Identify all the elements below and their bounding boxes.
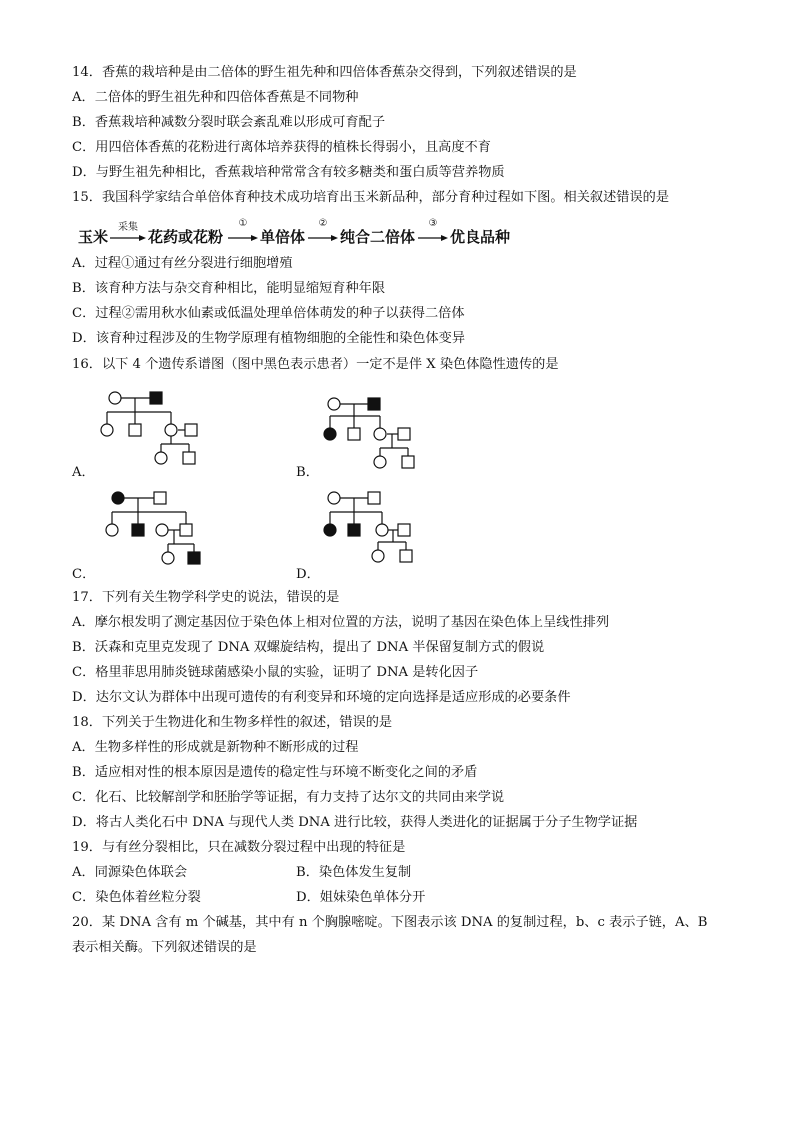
q19-option-a: A．同源染色体联会	[72, 865, 188, 880]
q16-option-c: C．	[72, 567, 96, 582]
pedigree-affected-female	[324, 428, 336, 440]
flow-arrow-label: 采集	[118, 222, 138, 233]
flow-arrow-1	[228, 220, 258, 248]
pedigree-female	[155, 452, 167, 464]
breeding-flow-diagram	[78, 220, 638, 250]
pedigree-male	[154, 492, 166, 504]
pedigree-female	[165, 424, 177, 436]
pedigree-male	[185, 424, 197, 436]
q17-stem: 17．下列有关生物学科学史的说法，错误的是	[72, 590, 340, 605]
q19-option-d: D．姐妹染色单体分开	[296, 890, 426, 905]
q16-option-b: B．	[296, 465, 319, 480]
pedigree-d	[318, 488, 428, 572]
flow-arrow-3	[418, 220, 448, 248]
q14-stem: 14．香蕉的栽培种是由二倍体的野生祖先种和四倍体香蕉杂交得到，下列叙述错误的是	[72, 65, 577, 80]
pedigree-affected-male	[348, 524, 360, 536]
flow-step-haploid: 单倍体	[260, 228, 306, 246]
pedigree-affected-male	[150, 392, 162, 404]
q15-option-c: C．过程②需用秋水仙素或低温处理单倍体萌发的种子以获得二倍体	[72, 306, 465, 321]
pedigree-female	[109, 392, 121, 404]
pedigree-female	[162, 552, 174, 564]
pedigree-male	[368, 492, 380, 504]
pedigree-c	[96, 488, 216, 572]
q20-stem-line-2: 表示相关酶。下列叙述错误的是	[72, 940, 257, 955]
pedigree-male	[180, 524, 192, 536]
flow-arrow-2	[308, 220, 338, 248]
q18-option-a: A．生物多样性的形成就是新物种不断形成的过程	[72, 740, 359, 755]
pedigree-affected-male	[368, 398, 380, 410]
arrow-icon	[418, 234, 448, 242]
q17-option-a: A．摩尔根发明了测定基因位于染色体上相对位置的方法，说明了基因在染色体上呈线性排列	[72, 615, 610, 630]
flow-step-maize: 玉米	[78, 228, 109, 246]
flow-step-diploid: 纯合二倍体	[340, 228, 416, 246]
q15-option-b: B．该育种方法与杂交育种相比，能明显缩短育种年限	[72, 281, 386, 296]
pedigree-male	[348, 428, 360, 440]
q14-option-d: D．与野生祖先种相比，香蕉栽培种常常含有较多糖类和蛋白质等营养物质	[72, 165, 505, 180]
flow-step-variety: 优良品种	[450, 228, 511, 246]
pedigree-male	[402, 456, 414, 468]
arrow-icon	[110, 234, 146, 242]
arrow-icon	[228, 234, 258, 242]
pedigree-female	[328, 398, 340, 410]
q16-option-d: D．	[296, 567, 320, 582]
pedigree-affected-female	[324, 524, 336, 536]
flow-arrow-label: ②	[318, 218, 328, 229]
pedigree-female	[372, 550, 384, 562]
pedigree-female	[374, 456, 386, 468]
pedigree-affected-female	[112, 492, 124, 504]
q16-stem: 16．以下 4 个遗传系谱图（图中黑色表示患者）一定不是伴 X 染色体隐性遗传的是	[72, 357, 559, 372]
q17-option-b: B．沃森和克里克发现了 DNA 双螺旋结构，提出了 DNA 半保留复制方式的假说	[72, 640, 545, 655]
q18-stem: 18．下列关于生物进化和生物多样性的叙述，错误的是	[72, 715, 393, 730]
pedigree-female	[374, 428, 386, 440]
arrow-icon	[308, 234, 338, 242]
q19-option-b: B．染色体发生复制	[296, 865, 412, 880]
q18-option-d: D．将古人类化石中 DNA 与现代人类 DNA 进行比较，获得人类进化的证据属于分子生物学证据	[72, 815, 638, 830]
flow-arrow-label: ①	[238, 218, 248, 229]
q15-option-a: A．过程①通过有丝分裂进行细胞增殖	[72, 256, 293, 271]
q20-stem-line-1: 20．某 DNA 含有 m 个碱基，其中有 n 个胸腺嘧啶。下图表示该 DNA 的复制过程，b、c 表示子链，A、B	[72, 915, 708, 930]
flow-arrow-collect	[110, 220, 146, 248]
pedigree-affected-male	[188, 552, 200, 564]
q17-option-d: D．达尔文认为群体中出现可遗传的有利变异和环境的定向选择是适应形成的必要条件	[72, 690, 571, 705]
pedigree-female	[101, 424, 113, 436]
q14-option-b: B．香蕉栽培种减数分裂时联会紊乱难以形成可育配子	[72, 115, 386, 130]
q19-option-c: C．染色体着丝粒分裂	[72, 890, 201, 905]
pedigree-female	[106, 524, 118, 536]
q16-option-a: A．	[72, 465, 95, 480]
pedigree-male	[398, 428, 410, 440]
q14-option-c: C．用四倍体香蕉的花粉进行离体培养获得的植株长得弱小，且高度不育	[72, 140, 491, 155]
pedigree-male	[129, 424, 141, 436]
q17-option-c: C．格里菲思用肺炎链球菌感染小鼠的实验，证明了 DNA 是转化因子	[72, 665, 479, 680]
pedigree-affected-male	[132, 524, 144, 536]
q18-option-b: B．适应相对性的根本原因是遗传的稳定性与环境不断变化之间的矛盾	[72, 765, 478, 780]
q18-option-c: C．化石、比较解剖学和胚胎学等证据，有力支持了达尔文的共同由来学说	[72, 790, 505, 805]
pedigree-a	[95, 388, 215, 468]
pedigree-male	[400, 550, 412, 562]
pedigree-female	[376, 524, 388, 536]
q19-stem: 19．与有丝分裂相比，只在减数分裂过程中出现的特征是	[72, 840, 406, 855]
q14-option-a: A．二倍体的野生祖先种和四倍体香蕉是不同物种	[72, 90, 359, 105]
flow-step-anther: 花药或花粉	[148, 228, 224, 246]
pedigree-female	[328, 492, 340, 504]
flow-arrow-label: ③	[428, 218, 438, 229]
pedigree-male	[183, 452, 195, 464]
pedigree-female	[156, 524, 168, 536]
pedigree-male	[398, 524, 410, 536]
q15-option-d: D．该育种过程涉及的生物学原理有植物细胞的全能性和染色体变异	[72, 331, 466, 346]
pedigree-b	[318, 394, 428, 474]
q15-stem: 15．我国科学家结合单倍体育种技术成功培育出玉米新品种，部分育种过程如下图。相关叙述错误的是	[72, 190, 670, 205]
